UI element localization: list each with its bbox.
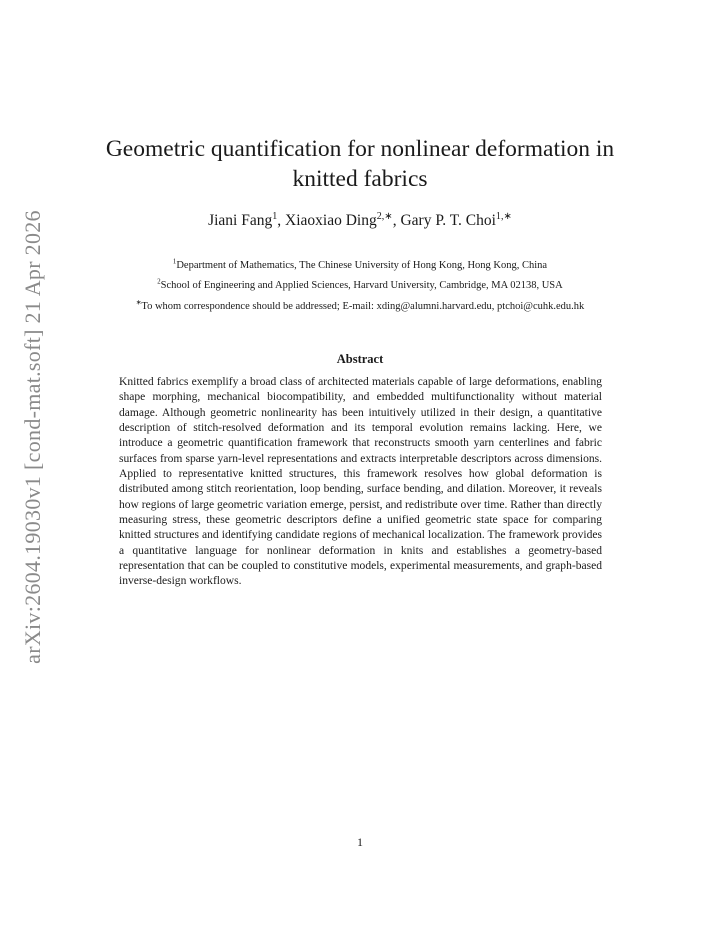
- author-affiliation-mark: 1,∗: [495, 210, 512, 222]
- page-number: 1: [357, 835, 363, 849]
- author-name: Gary P. T. Choi: [400, 212, 496, 229]
- affiliation-mark: 2: [157, 278, 161, 286]
- correspondence-mark: ∗: [135, 299, 142, 307]
- abstract-text: Knitted fabrics exemplify a broad class of architected materials capable of large deformations, enabling shape morphing, mechanical biocompatibility, and embedded multifunctionality without material damage. Although geometric nonlinearity has been intuitively utilized in their design, a quantitative description of stitch-resolved deformation and its temporal evolution remains lacking. Here, we introduce a geometric quantification framework that reconstructs smooth yarn centerlines and fabric surfaces from sparse yarn-level representations and extracts interpretable descriptors across dimensions. Applied to representative knitted structures, this framework resolves how global deformation is distributed among stitch reorientation, loop bending, surface bending, and dilation. Moreover, it reveals how regions of large geometric variation emerge, persist, and redistribute over time. Rather than directly measuring stress, these geometric descriptors define a unified geometric state space for comparing knitted structures and identifying candidate regions of mechanical localization. The framework provides a quantitative language for nonlinear deformation in knits and establishes a geometry-based representation that can be coupled to constitutive models, experimental measurements, and graph-based inverse-design workflows.: [119, 376, 602, 588]
- abstract-heading: Abstract: [336, 352, 384, 366]
- paper-title: Geometric quantification for nonlinear deformation in knitted fabrics: [105, 136, 615, 192]
- affiliation-mark: 1: [172, 258, 177, 266]
- author-affiliation-mark: 1: [272, 210, 278, 222]
- correspondence-text: To whom correspondence should be addressed; E-mail: xding@alumni.harvard.edu, ptchoi@cuhk.edu.hk: [141, 301, 585, 312]
- affiliation-line: [40, 259, 680, 273]
- arxiv-identifier-stamp: arXiv:2604.19030v1 [cond-mat.soft] 21 Apr 2026: [20, 210, 45, 664]
- affiliation-text: Department of Mathematics, The Chinese University of Hong Kong, Hong Kong, China: [176, 260, 548, 271]
- author-affiliation-mark: 2,∗: [376, 210, 393, 222]
- author-name: Xiaoxiao Ding: [285, 212, 377, 229]
- correspondence-line: [40, 300, 680, 314]
- affiliation-line: [40, 279, 680, 293]
- affiliation-text: School of Engineering and Applied Sciences, Harvard University, Cambridge, MA 02138, USA: [160, 280, 563, 291]
- author-name: Jiani Fang: [208, 212, 273, 229]
- author-list: Jiani Fang$^1$, Xiaoxiao Ding$^{2,∗}$, Gary P. T. Choi$^{1,∗}$: [208, 210, 512, 229]
